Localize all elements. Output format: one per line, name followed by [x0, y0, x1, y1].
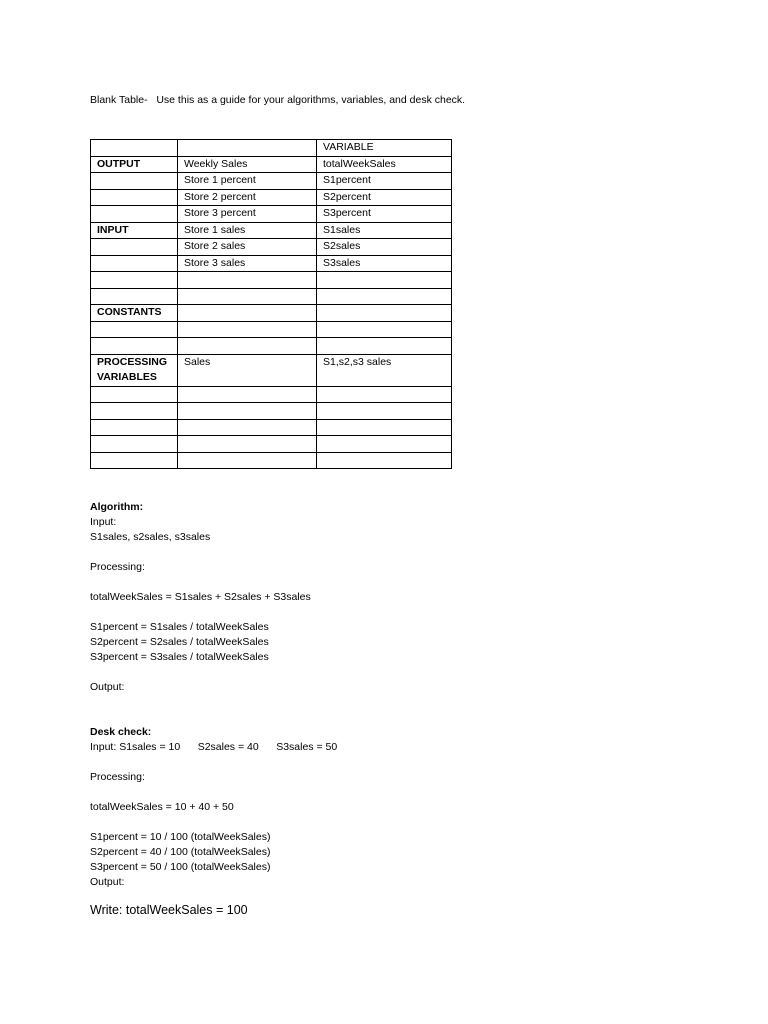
description-cell — [178, 403, 317, 420]
variable-cell: S1sales — [317, 222, 452, 239]
variable-cell: S2sales — [317, 239, 452, 256]
description-cell: Store 3 percent — [178, 206, 317, 223]
table-row — [91, 338, 452, 355]
table-row — [91, 288, 452, 305]
description-cell: Store 2 sales — [178, 239, 317, 256]
category-cell — [91, 140, 178, 157]
category-cell: CONSTANTS — [91, 305, 178, 322]
variable-cell — [317, 436, 452, 453]
table-row — [91, 436, 452, 453]
category-cell — [91, 288, 178, 305]
table-row — [91, 321, 452, 338]
category-cell — [91, 436, 178, 453]
category-cell — [91, 239, 178, 256]
table-row — [91, 403, 452, 420]
variable-cell — [317, 305, 452, 322]
description-cell — [178, 436, 317, 453]
desk-check-output-label: Output: — [90, 876, 125, 888]
category-cell — [91, 189, 178, 206]
desk-check-s3-line: S3percent = 50 / 100 (totalWeekSales) — [90, 861, 271, 873]
description-cell: Store 2 percent — [178, 189, 317, 206]
algorithm-total-formula: totalWeekSales = S1sales + S2sales + S3sales — [90, 591, 311, 603]
description-cell — [178, 338, 317, 355]
category-cell — [91, 419, 178, 436]
description-cell — [178, 305, 317, 322]
variable-cell: S1,s2,s3 sales — [317, 354, 452, 386]
description-cell — [178, 272, 317, 289]
variable-cell — [317, 403, 452, 420]
table-row — [91, 140, 452, 157]
algorithm-input-label: Input: — [90, 516, 117, 528]
table-row — [91, 206, 452, 223]
table-row — [91, 173, 452, 190]
algorithm-s2-formula: S2percent = S2sales / totalWeekSales — [90, 636, 269, 648]
table-row — [91, 156, 452, 173]
desk-check-processing-label: Processing: — [90, 771, 145, 783]
table-row — [91, 222, 452, 239]
description-cell: Weekly Sales — [178, 156, 317, 173]
category-cell — [91, 321, 178, 338]
variable-cell — [317, 452, 452, 469]
variable-cell — [317, 386, 452, 403]
algorithm-s3-formula: S3percent = S3sales / totalWeekSales — [90, 651, 269, 663]
category-cell — [91, 403, 178, 420]
description-cell — [178, 140, 317, 157]
variables-table — [90, 139, 452, 469]
desk-check-total-line: totalWeekSales = 10 + 40 + 50 — [90, 801, 234, 813]
desk-check-s1-line: S1percent = 10 / 100 (totalWeekSales) — [90, 831, 271, 843]
variable-cell: VARIABLE — [317, 140, 452, 157]
algorithm-output-label: Output: — [90, 681, 125, 693]
variable-cell — [317, 338, 452, 355]
algorithm-processing-label: Processing: — [90, 561, 145, 573]
category-cell — [91, 272, 178, 289]
table-row — [91, 305, 452, 322]
table-row — [91, 255, 452, 272]
description-cell: Sales — [178, 354, 317, 386]
algorithm-heading: Algorithm: — [90, 501, 144, 513]
algorithm-input-vars: S1sales, s2sales, s3sales — [90, 531, 211, 543]
category-cell: PROCESSING VARIABLES — [91, 354, 178, 386]
table-row — [91, 386, 452, 403]
category-cell — [91, 206, 178, 223]
description-cell: Store 1 sales — [178, 222, 317, 239]
description-cell — [178, 419, 317, 436]
desk-check-heading: Desk check: — [90, 726, 152, 738]
variable-cell: S2percent — [317, 189, 452, 206]
table-row — [91, 272, 452, 289]
description-cell — [178, 288, 317, 305]
category-cell — [91, 173, 178, 190]
variable-cell: S3sales — [317, 255, 452, 272]
category-cell — [91, 255, 178, 272]
description-cell — [178, 452, 317, 469]
description-cell — [178, 321, 317, 338]
variable-cell — [317, 419, 452, 436]
algorithm-s1-formula: S1percent = S1sales / totalWeekSales — [90, 621, 269, 633]
description-cell: Store 1 percent — [178, 173, 317, 190]
variable-cell — [317, 288, 452, 305]
table-row — [91, 452, 452, 469]
description-cell — [178, 386, 317, 403]
table-row — [91, 419, 452, 436]
intro-text: Blank Table- Use this as a guide for your algorithms, variables, and desk check. — [90, 94, 466, 106]
table-row — [91, 239, 452, 256]
category-cell — [91, 452, 178, 469]
desk-check-input-line: Input: S1sales = 10 S2sales = 40 S3sales = 50 — [90, 741, 338, 753]
category-cell: OUTPUT — [91, 156, 178, 173]
variable-cell: totalWeekSales — [317, 156, 452, 173]
table-row — [91, 354, 452, 386]
algorithm-and-desk-check — [90, 500, 690, 920]
desk-check-s2-line: S2percent = 40 / 100 (totalWeekSales) — [90, 846, 271, 858]
variable-cell: S3percent — [317, 206, 452, 223]
variable-cell — [317, 321, 452, 338]
desk-check-write-line: Write: totalWeekSales = 100 — [90, 903, 248, 917]
category-cell — [91, 338, 178, 355]
description-cell: Store 3 sales — [178, 255, 317, 272]
variable-cell — [317, 272, 452, 289]
variable-cell: S1percent — [317, 173, 452, 190]
category-cell — [91, 386, 178, 403]
category-cell: INPUT — [91, 222, 178, 239]
table-row — [91, 189, 452, 206]
